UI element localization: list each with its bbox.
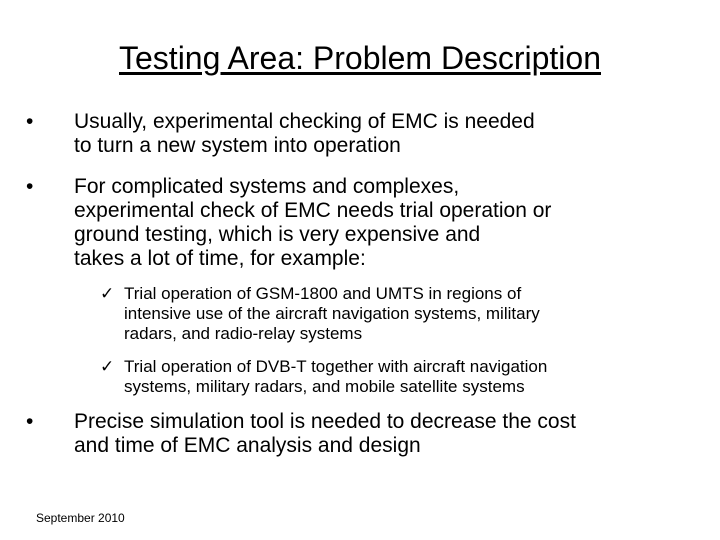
sub-item-line: intensive use of the aircraft navigation systems, military xyxy=(124,304,540,323)
bullet-text xyxy=(74,110,674,158)
bullet-line: to turn a new system into operation xyxy=(74,134,401,157)
bullet-line: Precise simulation tool is needed to decrease the cost xyxy=(74,410,576,433)
bullet-text xyxy=(74,410,674,458)
sub-item-line: radars, and radio-relay systems xyxy=(124,324,363,343)
sub-item-line: systems, military radars, and mobile satellite systems xyxy=(124,377,525,396)
bullet-marker: • xyxy=(26,175,34,198)
bullet-line: Usually, experimental checking of EMC is needed xyxy=(74,110,535,133)
sub-item-line: Trial operation of GSM-1800 and UMTS in regions of xyxy=(124,284,522,303)
sub-item-text xyxy=(124,284,634,344)
sub-item-text xyxy=(124,357,634,397)
bullet-marker: • xyxy=(26,110,34,133)
checkmark-icon: ✓ xyxy=(100,284,115,303)
bullet-text xyxy=(74,175,674,271)
bullet-line: takes a lot of time, for example: xyxy=(74,247,366,270)
bullet-line: ground testing, which is very expensive and xyxy=(74,223,481,246)
sub-item-line: Trial operation of DVB-T together with aircraft navigation xyxy=(124,357,548,376)
slide-title: Testing Area: Problem Description xyxy=(119,40,601,76)
bullet-line: For complicated systems and complexes, xyxy=(74,175,460,198)
slide-footer-date: September 2010 xyxy=(36,511,125,525)
bullet-line: and time of EMC analysis and design xyxy=(74,434,421,457)
bullet-marker: • xyxy=(26,410,34,433)
checkmark-icon: ✓ xyxy=(100,357,115,376)
bullet-line: experimental check of EMC needs trial operation or xyxy=(74,199,552,222)
